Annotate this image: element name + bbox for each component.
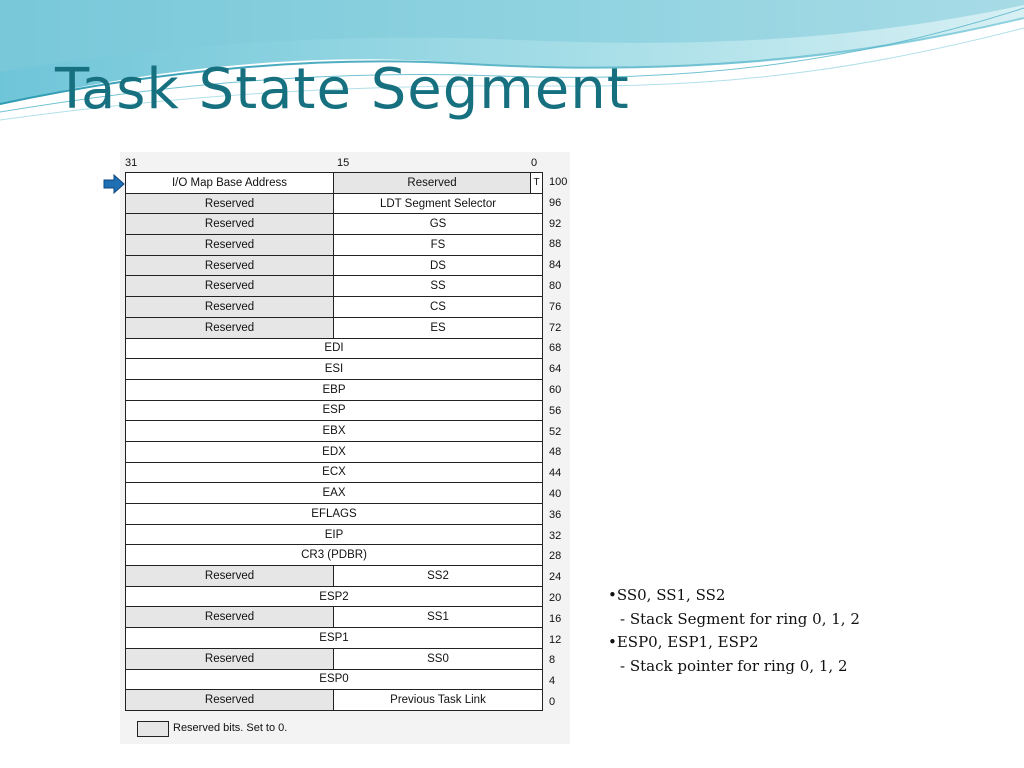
note-bullet: •SS0, SS1, SS2 (608, 586, 726, 604)
offset-label: 24 (549, 571, 562, 584)
register-field: ES (334, 317, 543, 338)
offset-label: 4 (549, 675, 556, 688)
tss-row (126, 193, 543, 214)
reserved-field: Reserved (126, 317, 334, 338)
offset-label: 52 (549, 425, 562, 438)
tss-row (126, 669, 543, 690)
reserved-field: Reserved (126, 214, 334, 235)
tss-row (126, 607, 543, 628)
slide-title: Task State Segment (55, 57, 630, 122)
tss-row (126, 255, 543, 276)
arrow-right-icon (103, 174, 125, 194)
offset-label: 92 (549, 217, 562, 230)
offset-label: 16 (549, 612, 562, 625)
offset-label: 80 (549, 279, 562, 292)
offset-label: 48 (549, 446, 562, 459)
reserved-field: Reserved (126, 235, 334, 256)
register-field: EBX (126, 421, 543, 442)
register-field: ESP0 (126, 669, 543, 690)
note-detail: - Stack pointer for ring 0, 1, 2 (620, 656, 848, 675)
register-field: ESP1 (126, 628, 543, 649)
tss-row (126, 379, 543, 400)
offset-label: 84 (549, 259, 562, 272)
reserved-field: Reserved (126, 297, 334, 318)
reserved-field: Reserved (126, 193, 334, 214)
tss-row (126, 441, 543, 462)
offset-label: 100 (549, 176, 568, 188)
tss-row (126, 648, 543, 669)
reserved-field: Reserved (126, 566, 334, 587)
register-field: I/O Map Base Address (126, 173, 334, 194)
reserved-field: Reserved (126, 607, 334, 628)
note-detail: - Stack Segment for ring 0, 1, 2 (620, 609, 860, 628)
reserved-field: Reserved (126, 690, 334, 711)
offset-label: 28 (549, 550, 562, 563)
tss-row (126, 566, 543, 587)
register-field: GS (334, 214, 543, 235)
offset-label: 32 (549, 529, 562, 542)
offset-label: 12 (549, 633, 562, 646)
offset-label: 72 (549, 321, 562, 334)
tss-row (126, 586, 543, 607)
register-field: ESP2 (126, 586, 543, 607)
tss-row (126, 173, 543, 194)
offset-label: 40 (549, 487, 562, 500)
offset-label: 60 (549, 383, 562, 396)
register-field: EBP (126, 379, 543, 400)
register-field: SS0 (334, 648, 543, 669)
notes-list (608, 584, 1008, 678)
tss-row (126, 545, 543, 566)
note-bullet: •ESP0, ESP1, ESP2 (608, 633, 759, 651)
offset-label: 20 (549, 591, 562, 604)
register-field: EFLAGS (126, 504, 543, 525)
offset-label: 76 (549, 300, 562, 313)
register-field: ESI (126, 359, 543, 380)
bit-label-0: 0 (531, 157, 538, 169)
tss-row (126, 235, 543, 256)
register-field: SS1 (334, 607, 543, 628)
reserved-field: Reserved (126, 648, 334, 669)
register-field: EDI (126, 338, 543, 359)
register-field: Previous Task Link (334, 690, 543, 711)
offset-column (543, 172, 570, 713)
offset-label: 88 (549, 238, 562, 251)
register-field: LDT Segment Selector (334, 193, 543, 214)
tss-row (126, 214, 543, 235)
offset-label: 64 (549, 363, 562, 376)
register-field: CR3 (PDBR) (126, 545, 543, 566)
tss-row (126, 690, 543, 711)
bit-position-labels (120, 152, 570, 172)
legend-swatch (137, 721, 169, 737)
bit-label-15: 15 (337, 157, 350, 169)
reserved-field: Reserved (126, 255, 334, 276)
tss-row (126, 504, 543, 525)
legend-text: Reserved bits. Set to 0. (173, 722, 288, 734)
register-field: SS (334, 276, 543, 297)
tss-row (126, 297, 543, 318)
tss-row (126, 276, 543, 297)
offset-label: 96 (549, 196, 562, 209)
register-field: ESP (126, 400, 543, 421)
offset-label: 44 (549, 467, 562, 480)
reserved-field: Reserved (334, 173, 531, 194)
offset-label: 8 (549, 654, 556, 667)
offset-label: 36 (549, 508, 562, 521)
tss-row (126, 462, 543, 483)
register-field: EIP (126, 524, 543, 545)
reserved-field: Reserved (126, 276, 334, 297)
register-field: SS2 (334, 566, 543, 587)
offset-label: 56 (549, 404, 562, 417)
register-field: EDX (126, 441, 543, 462)
tss-row (126, 359, 543, 380)
tss-row (126, 628, 543, 649)
tss-diagram (120, 152, 570, 744)
tss-row (126, 400, 543, 421)
offset-label: 0 (549, 695, 556, 708)
register-field: CS (334, 297, 543, 318)
bit-label-31: 31 (125, 157, 138, 169)
register-field: DS (334, 255, 543, 276)
tss-row (126, 524, 543, 545)
tss-table (125, 172, 543, 711)
register-field: ECX (126, 462, 543, 483)
tss-row (126, 317, 543, 338)
tss-row (126, 421, 543, 442)
tss-row (126, 483, 543, 504)
tss-row (126, 338, 543, 359)
register-field: FS (334, 235, 543, 256)
trap-flag-field: T (531, 173, 543, 194)
offset-label: 68 (549, 342, 562, 355)
register-field: EAX (126, 483, 543, 504)
